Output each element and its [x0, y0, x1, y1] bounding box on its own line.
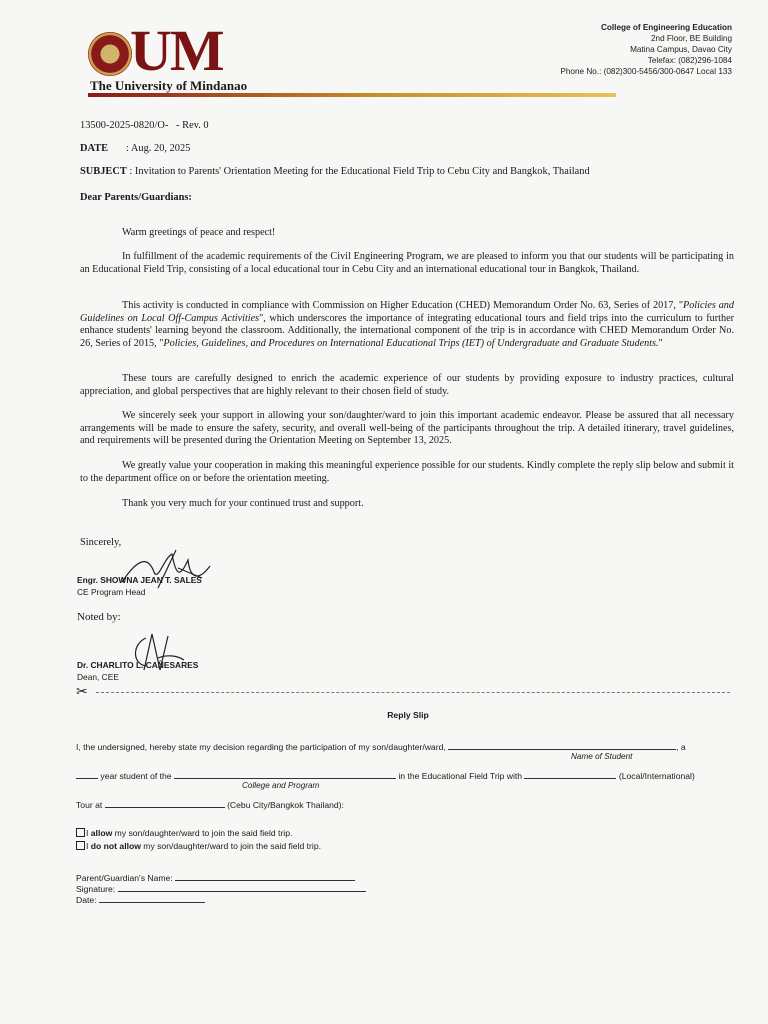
parent-name-line: Parent/Guardian's Name: [76, 871, 355, 884]
scissors-icon: ✂ [76, 684, 88, 700]
paragraph-cooperation: We greatly value your cooperation in making this meaningful experience possible for our students. Kindly complete the reply slip below and submit it to the department office on or before the orientation meeting. [80, 460, 734, 484]
building-address: 2nd Floor, BE Building [650, 34, 732, 43]
college-program-field[interactable] [174, 769, 396, 779]
paragraph-tours: These tours are carefully designed to enrich the academic experience of our students by providing exposure to industry practices, cultural appreciation, and global perspectives that are highly relevant to their chosen field of study. [80, 373, 734, 397]
reply-line-tour: Tour at (Cebu City/Bangkok Thailand): [76, 800, 344, 810]
name-of-student-caption: Name of Student [571, 752, 633, 761]
signer-2-title: Dean, CEE [77, 672, 119, 682]
year-level-field[interactable] [76, 769, 98, 779]
phone-number: Phone No.: (082)300-5456/300-0647 Local 133 [560, 67, 732, 76]
university-seal-icon [88, 32, 132, 76]
date-line: DATE : Aug. 20, 2025 [80, 143, 191, 154]
contact-block [560, 22, 732, 77]
reply-line-year: year student of the in the Educational Field Trip with (Local/International) [76, 769, 736, 782]
college-program-caption: College and Program [242, 781, 320, 790]
date-field-line: Date: [76, 893, 205, 906]
campus-address: Matina Campus, Davao City [630, 45, 732, 54]
header-divider [88, 93, 616, 97]
parent-name-field[interactable] [175, 871, 355, 881]
signer-1-title: CE Program Head [77, 587, 146, 597]
paragraph-fulfillment: In fulfillment of the academic requirements of the Civil Engineering Program, we are pleased to inform you that our students will be participating in an Educational Field Trip, consisting of a local educational tour in Cebu City and an international educational tour in Bangkok, Thailand. [80, 251, 734, 275]
reply-line-student: I, the undersigned, hereby state my decision regarding the participation of my son/daughter/ward, , a [76, 742, 686, 752]
signer-2-name: Dr. CHARLITO L. CAÑESARES [77, 660, 199, 670]
paragraph-thanks: Thank you very much for your continued trust and support. [122, 498, 364, 509]
student-name-field[interactable] [448, 740, 676, 750]
university-logo: UM [130, 18, 223, 83]
trip-type-field[interactable] [524, 769, 616, 779]
tour-location-field[interactable] [105, 798, 225, 808]
allow-option: I allow my son/daughter/ward to join the said field trip. [76, 828, 292, 839]
subject-line: SUBJECT : Invitation to Parents' Orientation Meeting for the Educational Field Trip to Cebu City and Bangkok, Thailand [80, 166, 590, 177]
reference-number: 13500-2025-0820/O- - Rev. 0 [80, 120, 209, 131]
signer-1-name: Engr. SHOWNA JEAN T. SALES [77, 575, 202, 585]
college-name: College of Engineering Education [600, 23, 732, 32]
closing: Sincerely, [80, 537, 122, 548]
allow-checkbox[interactable] [76, 828, 85, 837]
university-name: The University of Mindanao [90, 78, 248, 93]
telefax: Telefax: (082)296-1084 [647, 56, 732, 65]
reply-slip-title: Reply Slip [387, 710, 429, 720]
cut-line [96, 692, 730, 693]
noted-by: Noted by: [77, 611, 121, 623]
greeting-paragraph: Warm greetings of peace and respect! [122, 227, 276, 238]
paragraph-support: We sincerely seek your support in allowing your son/daughter/ward to join this important academic endeavor. Please be assured that all necessary arrangements will be made to ensure the safety, security, and overall well-being of the participants throughout the trip. A detailed itinerary, travel guidelines, and requirements will be presented during the Orientation Meeting on September 13, 2025. [80, 410, 734, 447]
signature-line: Signature: [76, 882, 366, 895]
signature-field[interactable] [118, 882, 366, 892]
salutation: Dear Parents/Guardians: [80, 192, 192, 203]
do-not-allow-checkbox[interactable] [76, 841, 85, 850]
do-not-allow-option: I do not allow my son/daughter/ward to join the said field trip. [76, 841, 321, 852]
date-field[interactable] [99, 893, 205, 903]
paragraph-compliance: This activity is conducted in compliance with Commission on Higher Education (CHED) Memorandum Order No. 63, Series of 2017, "Policies and Guidelines on Local Off-Campus Activities", which underscores the importance of integrating educational tours and field trips into the curriculum to further enhance students' learning beyond the classroom. Additionally, the international component of the trip is in accordance with CHED Memorandum Order No. 26, Series of 2015, "Policies, Guidelines, and Procedures on International Educational Trips (IET) of Undergraduate and Graduate Students." [80, 300, 735, 349]
